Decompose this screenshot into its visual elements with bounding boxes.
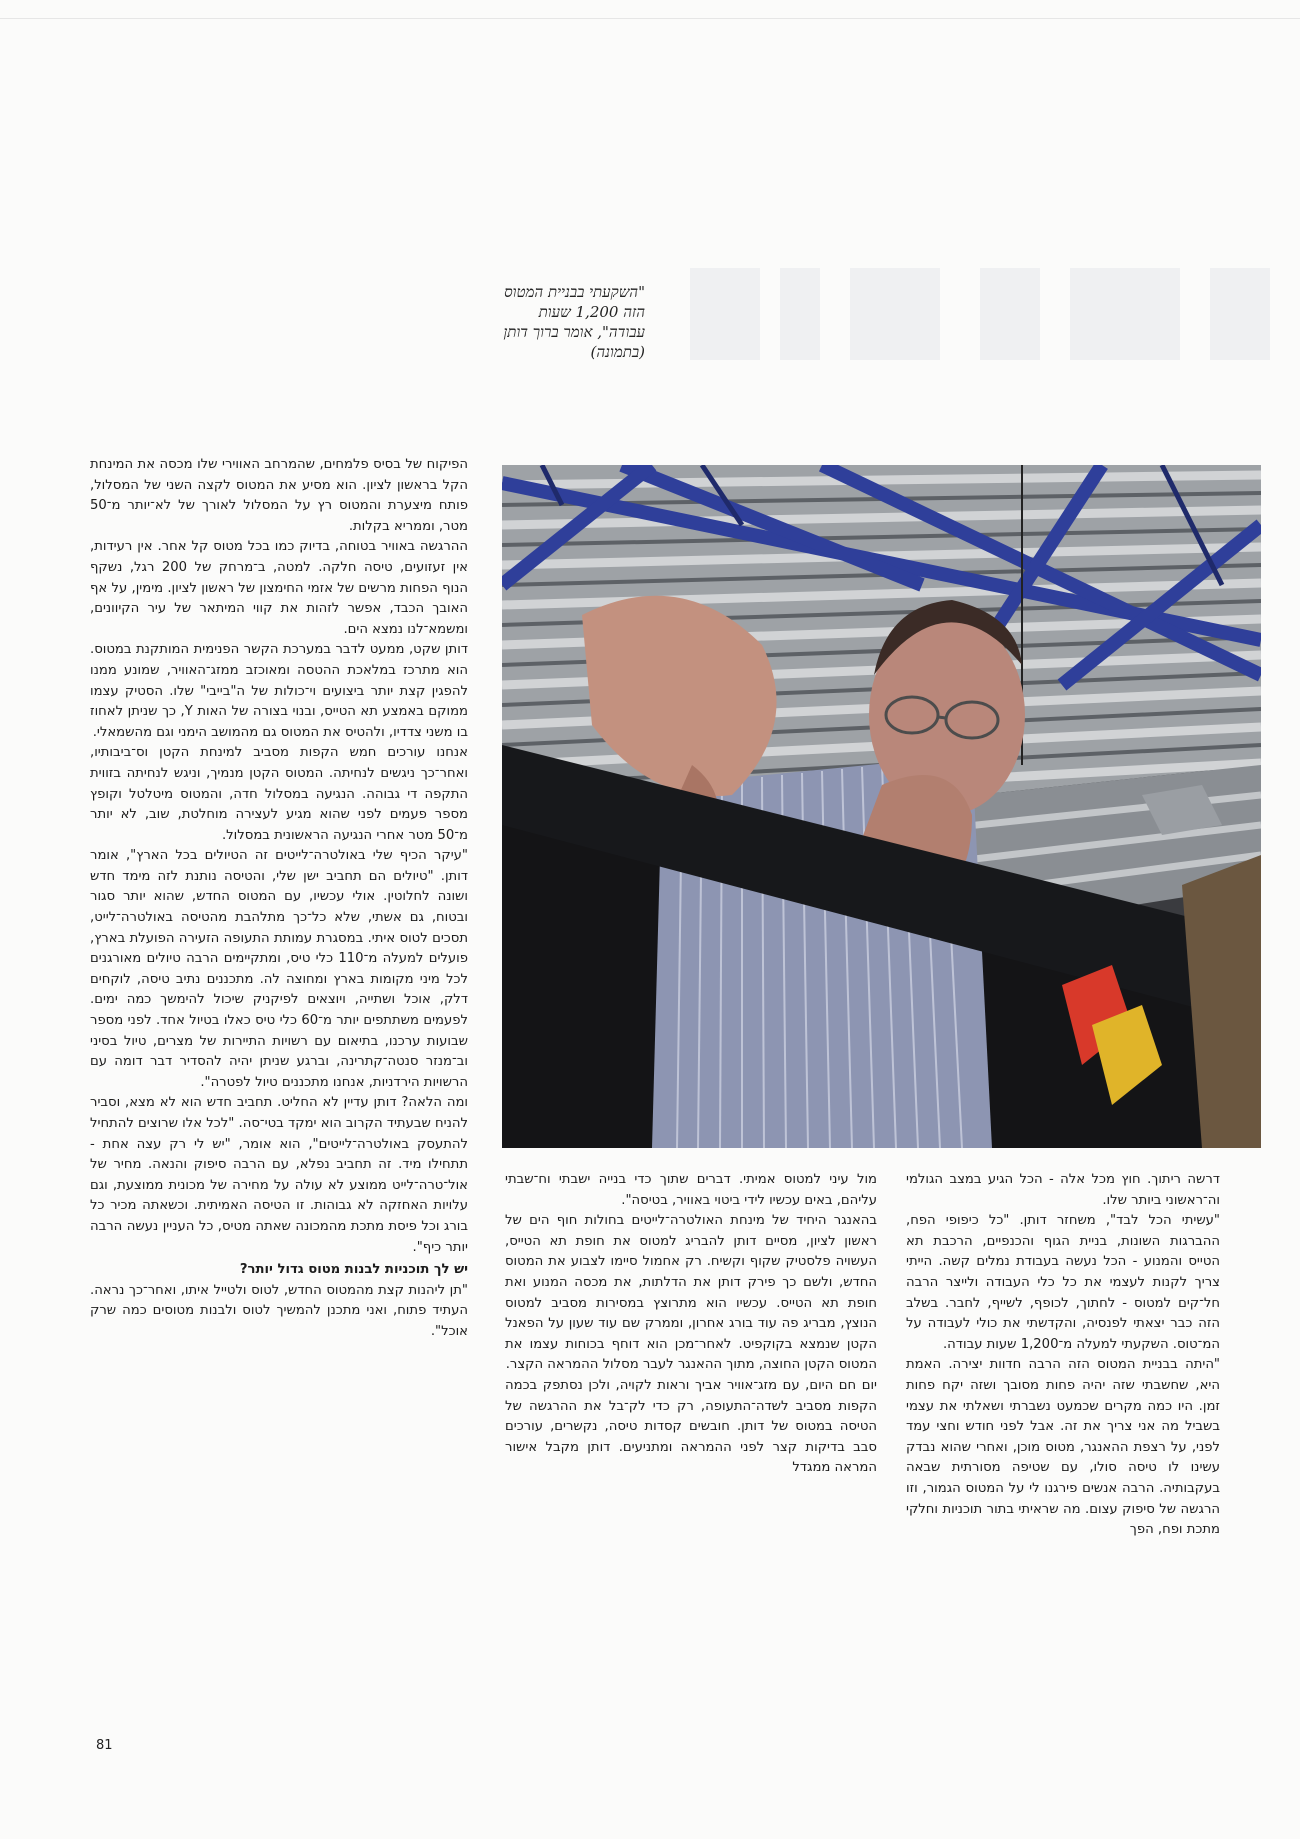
interview-question: יש לך תוכניות לבנות מטוס גדול יותר?: [239, 1262, 468, 1278]
paragraph: "עיקר הכיף שלי באולטרה־לייטים זה הטיולים בכל הארץ", אומר דותן. "טיולים הם תחביב ישן שלי, והטיסה נותנת לזה מימד חדש ושונה לחלוטין. אולי עכשיו, עם המטוס החדש, שהוא יותר סגור ובטוח, גם אשתי, שלא כל־כך מתלהבת מהטיסה באולטרה־לייט, תסכים לטוס איתי. במסגרת עמותת התעופה הזעירה הפועלת בארץ, פועלים למעלה מ־110 כלי טיס, ומתקיימים הרבה טיולים מאורגנים לכל מיני מקומות בארץ ומחוצה לה. מתכננים נתיב טיסה, לוקחים דלק, אוכל ושתייה, ויוצאים לפיקניק שיכול להימשך כמה ימים. לפעמים משתתפים יותר מ־60 כלי טיס כאלו בטיול אחד. לפני מספר שבועות ערכנו, בתיאום עם רשויות התיירות של מצרים, טיול בסיני וב־מנזר סנטה־קתרינה, וברגע שניתן יהיה להסדיר דבר דומה עם הרשויות הירדניות, אנחנו מתכננים טיול לפטרה".: [90, 848, 468, 1090]
article-column-middle: [505, 1170, 877, 1479]
article-column-left: [90, 455, 468, 1343]
paragraph: יום חם היום, עם מזג־אוויר אביך וראות לקויה, ולכן נסתפק בכמה הקפות מסביב לשדה־התעופה, רק כדי לק־בל את ההרגשה של הטיסה במטוס של דותן. חובשים קסדות טיסה, נקשרים, עורכים סבב בדיקות קצר לפני ההמראה ומתניעים. דותן מקבל אישור המראה ממגדל: [505, 1377, 877, 1476]
page-top-rule: [0, 18, 1300, 19]
paragraph: "עשיתי הכל לבד", משחזר דותן. "כל כיפופי הפח, ההברגות השונות, בניית הגוף והכנפיים, הרכבת תא הטייס והמנוע - הכל נעשה בעבודת נמלים קשה. הייתי צריך לקנות לעצמי את כל כלי העבודה ולייצר הרבה חל־קים למטוס - לחתוך, לכופף, לשייף, לחבר. בשלב הזה כבר יצאתי לפנסיה, והקדשתי את כולי לעבודה על המ־טוס. השקעתי למעלה מ־1,200 שעות עבודה.: [906, 1213, 1220, 1352]
paragraph: דרשה ריתוך. חוץ מכל אלה - הכל הגיע במצב הגולמי וה־ראשוני ביותר שלו.: [906, 1172, 1220, 1208]
faded-headline-shape: [650, 262, 1290, 372]
paragraph: בהאנגר היחיד של מינחת האולטרה־לייטים בחולות חוף הים של ראשון לציון, מסיים דותן להבריג למטוס את חופת תא הטייס, העשויה פלסטיק שקוף וקשיח. רק אחמול סיימו לצבוע את המטוס החדש, ולשם כך פירק דותן את הדלתות, את מכסה המנוע ואת חופת תא הטייס. עכשיו הוא מתרוצץ במסירות מסביב למטוס הנוצץ, מבריג פה עוד בורג אחרון, וממרק שם עוד שעון על הפאנל הקטן שנמצא בקוקפיט. לאחר־מכן הוא דוחף בכוחות עצמו את המטוס הקטן החוצה, מתוך ההאנגר לעבר מסלול ההמראה הקצר.: [505, 1213, 877, 1373]
paragraph: ההרגשה באוויר בטוחה, בדיוק כמו בכל מטוס קל אחר. אין רעידות, אין זעזועים, טיסה חלקה. למטה, ב־מרחק של 200 רגל, נשקף הנוף הפחות מרשים של אזמי החימצון של ראשון לציון. מימין, על אף האובך הכבד, אפשר לזהות את קווי המיתאר של עיר הקיוונים, ומשמא־לנו נמצא הים.: [90, 539, 468, 637]
interview-answer: "תן ליהנות קצת מהמטוס החדש, לטוס ולטייל איתו, ואחר־כך נראה. העתיד פתוח, ואני מתכנן להמשיך לטוס ולבנות מטוסים כמה שרק אוכל".: [90, 1282, 468, 1339]
photo-man-building-airplane: [502, 465, 1261, 1148]
paragraph: דותן שקט, ממעט לדבר במערכת הקשר הפנימית המותקנת במטוס. הוא מתרכז במלאכת ההטסה ומאוכזב ממזג־האוויר, שמונע ממנו להפגין קצת יותר ביצועים וי־כולות של ה"בייבי" שלו. הסטיק עצמו ממוקם באמצע תא הטייס, ובנוי בצורה של האות Y, כך שניתן לאחוז בו משני צדדיו, ולהטיס את המטוס גם מהמושב הימני וגם מהשמאלי.: [90, 642, 469, 740]
paragraph: "היתה בבניית המטוס הזה הרבה חדוות יצירה. האמת היא, שחשבתי שזה יהיה פחות מסובך ושזה יקח פחות זמן. היו כמה מקרים שכמעט נשברתי ושאלתי את עצמי בשביל מה אני צריך את זה. אבל לפני חודש וחצי עמד לפני, על רצפת ההאנגר, מטוס מוכן, ואחרי שהוא נבדק עשינו לו טיסה סולו, עם שטיפה מסורתית שבאה בעקבותיה. הרבה אנשים פירגנו לי על המטוס הגמור, וזו הרגשה של סיפוק עצום. מה שראיתי בתור תוכניות וחלקי מתכת ופח, הפך: [906, 1357, 1220, 1538]
paragraph: הפיקוח של בסיס פלמחים, שהמרחב האווירי שלו מכסה את המינחת הקל בראשון לציון. הוא מסיע את המטוס לקצה השני של המסלול, פותח מיצערת והמטוס רץ על המסלול לאורך של לא־יותר מ־50 מטר, וממריא בקלות.: [90, 457, 468, 534]
paragraph: אנחנו עורכים חמש הקפות מסביב למינחת הקטן וס־ביבותיו, ואחר־כך ניגשים לנחיתה. המטוס הקטן מנמיך, וניגש לנחיתה בזווית התקפה די גבוהה. הנגיעה במסלול חדה, והמטוס מיטלטל וקופץ מספר פעמים לפני שהוא מגיע לעצירה מוחלטת, שוב, לא יותר מ־50 מטר אחרי הנגיעה הראשונית במסלול.: [90, 745, 468, 843]
page-number: 81: [96, 1738, 113, 1753]
photo-caption: "השקעתי בבניית המטוס הזה 1,200 שעות עבודה", אומר ברוך דותן (בתמונה): [503, 283, 645, 361]
paragraph: ומה הלאה? דותן עדיין לא החליט. תחביב חדש הוא לא מצא, וסביר להניח שבעתיד הקרוב הוא ימקד בטי־סה. "לכל אלו שרוצים להתחיל להתעסק באולטרה־לייטים", הוא אומר, "יש לי רק עצה אחת - תתחילו מיד. זה תחביב נפלא, עם הרבה סיפוק והנאה. מחיר של אול־טרה־לייט ממוצע לא עולה על מחירה של מכונית ממוצעת, וגם עלויות האחזקה לא גבוהות. זו הטיסה האמיתית. וכשאתה מכיר כל בורג וכל פיסת מתכת מהמכונה שאתה מטיס, כל העניין נעשה הרבה יותר כיף".: [90, 1095, 468, 1255]
paragraph: מול עיני למטוס אמיתי. דברים שתוך כדי בנייה ישבתי וח־שבתי עליהם, באים עכשיו לידי ביטוי באוויר, בטיסה".: [505, 1172, 877, 1208]
article-column-right: [906, 1170, 1220, 1541]
